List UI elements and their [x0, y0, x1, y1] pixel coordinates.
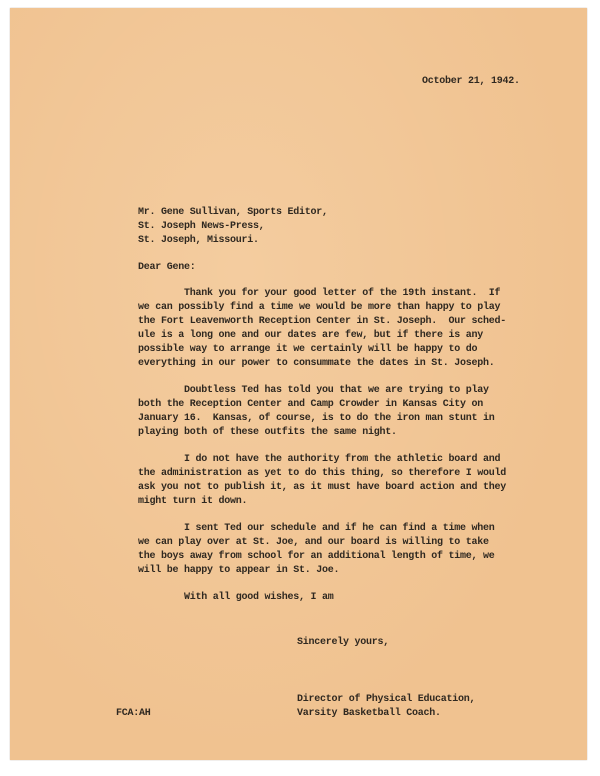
signature-title: Director of Physical Education,	[297, 694, 476, 705]
paragraph-line: we can play over at St. Joe, and our board is willing to take	[138, 537, 489, 548]
paragraph-line: the administration as yet to do this thing, so therefore I would	[138, 468, 507, 479]
recipient-line: Mr. Gene Sullivan, Sports Editor,	[138, 207, 328, 218]
signature-title: Varsity Basketball Coach.	[297, 708, 441, 719]
paragraph-line: will be happy to appear in St. Joe.	[138, 565, 340, 576]
paragraph-line: possible way to arrange it we certainly will be happy to do	[138, 344, 478, 355]
paragraph-line: both the Reception Center and Camp Crowder in Kansas City on	[138, 399, 484, 410]
paragraph-line: the boys away from school for an additional length of time, we	[138, 551, 495, 562]
paragraph-line: ule is a long one and our dates are few, but if there is any	[138, 330, 484, 341]
paragraph-line: playing both of these outfits the same night.	[138, 427, 397, 438]
paragraph-line: January 16. Kansas, of course, is to do the iron man stunt in	[138, 413, 495, 424]
closing: Sincerely yours,	[297, 637, 390, 648]
recipient-line: St. Joseph News-Press,	[138, 221, 265, 232]
paragraph-line: I sent Ted our schedule and if he can find a time when	[138, 523, 495, 534]
paragraph-line: we can possibly find a time we would be more than happy to play	[138, 302, 501, 313]
letter-date: October 21, 1942.	[422, 76, 520, 87]
paragraph-line: Thank you for your good letter of the 19th instant. If	[138, 288, 501, 299]
paragraph-line: the Fort Leavenworth Reception Center in St. Joseph. Our sched-	[138, 316, 507, 327]
paragraph-line: everything in our power to consummate the dates in St. Joseph.	[138, 358, 495, 369]
letter-page	[10, 8, 587, 760]
paragraph-line: With all good wishes, I am	[138, 592, 334, 603]
paragraph-line: Doubtless Ted has told you that we are trying to play	[138, 385, 489, 396]
paragraph-line: ask you not to publish it, as it must have board action and they	[138, 482, 507, 493]
paragraph-line: I do not have the authority from the athletic board and	[138, 454, 501, 465]
recipient-line: St. Joseph, Missouri.	[138, 235, 259, 246]
salutation: Dear Gene:	[138, 262, 196, 273]
typist-initials: FCA:AH	[116, 708, 151, 719]
paragraph-line: might turn it down.	[138, 496, 248, 507]
